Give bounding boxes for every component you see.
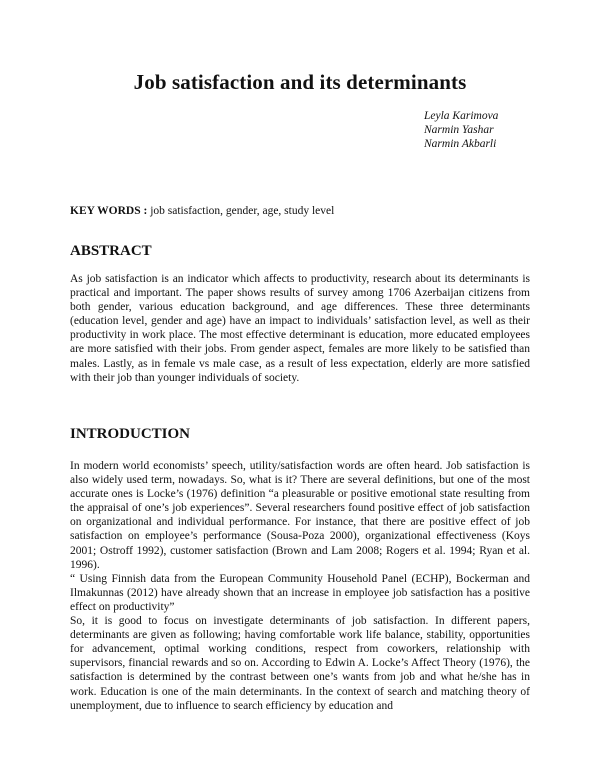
abstract-heading: ABSTRACT	[70, 243, 152, 259]
intro-paragraph: “ Using Finnish data from the European Community Household Panel (ECHP), Bockerman and Ilmakunnas (2012) have already shown that an increase in employee job satisfaction has a positive effect on productivity”	[70, 572, 530, 613]
keywords-label: KEY WORDS :	[70, 205, 148, 217]
abstract-paragraph: As job satisfaction is an indicator which affects to productivity, research about its determinants is practical and important. The paper shows results of survey among 1706 Azerbaijan citizens from both gender, various education background, and age differences. These three determinants (education level, gender and age) have an impact to individuals’ satisfaction level, as well as their productivity in work place. The most effective determinant is education, more educated employees are more satisfied with their jobs. From gender aspect, females are more likely to be satisfied than males. Lastly, as in female vs male case, as a result of less expectation, elderly are more satisfied with their job than younger individuals of society.	[70, 273, 530, 384]
introduction-heading: INTRODUCTION	[70, 426, 191, 442]
abstract-body	[70, 272, 530, 385]
keywords-text: job satisfaction, gender, age, study level	[147, 205, 335, 217]
paper-title: Job satisfaction and its determinants	[133, 70, 467, 94]
intro-paragraph: In modern world economists’ speech, utility/satisfaction words are often heard. Job satisfaction is also widely used term, nowadays. So, what is it? There are several definitions, but one of the most accurate ones is Locke’s (1976) definition “a pleasurable or positive emotional state resulting from the appraisal of one’s job experiences”. Several researchers found positive effect of job satisfaction on organizational and individual performance. For instance, that there are positive effect of job satisfaction on employee’s performance (Sousa-Poza 2000), organizational effectiveness (Koys 2001; Ostroff 1992), customer satisfaction (Brown and Lam 2008; Rogers et al. 1994; Ryan et al. 1996).	[70, 460, 530, 571]
intro-paragraph: So, it is good to focus on investigate determinants of job satisfaction. In different papers, determinants are given as following; having comfortable work life balance, stability, opportunities for advancement, optimal working conditions, respect from coworkers, relationship with supervisors, financial rewards and so on. According to Edwin A. Locke’s Affect Theory (1976), the satisfaction is determined by the contrast between one’s wants from job and what he/she has in work. Education is one of the main determinants. In the context of search and matching theory of unemployment, due to influence to search efficiency by education and	[70, 615, 530, 712]
introduction-body	[70, 459, 530, 713]
keywords-line	[70, 205, 334, 217]
author-list	[424, 109, 498, 151]
author-name: Narmin Akbarli	[424, 138, 497, 150]
author-name: Leyla Karimova	[424, 110, 499, 122]
author-name: Narmin Yashar	[424, 124, 494, 136]
